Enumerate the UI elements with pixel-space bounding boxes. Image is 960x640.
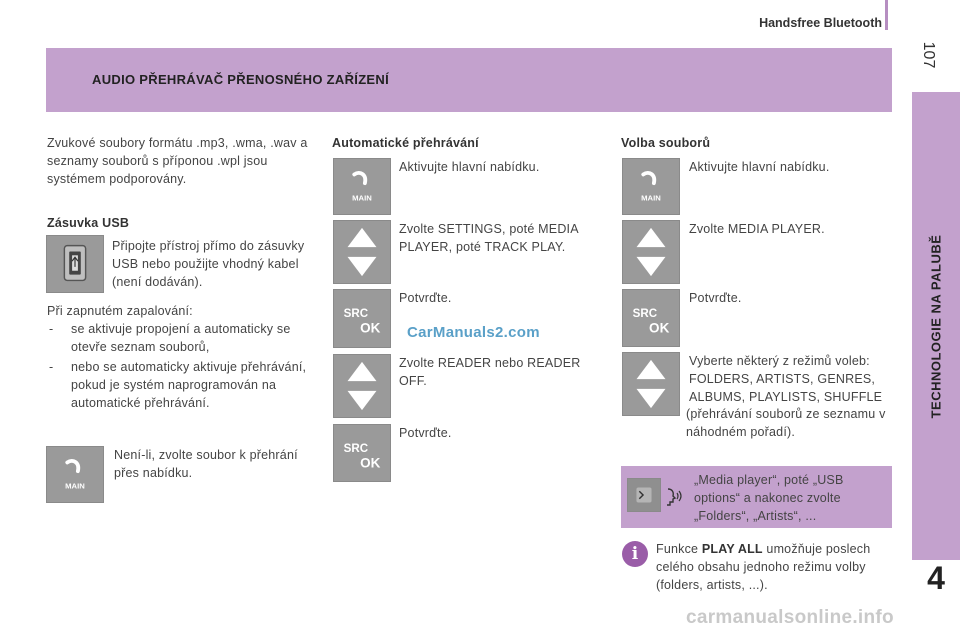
bullet-item: - nebo se automaticky aktivuje přehrávání, pokud je systém naprogramován na automatické přehrávání. (47, 358, 317, 412)
select-step-3: Potvrďte. (689, 291, 742, 305)
auto-step-2: Zvolte SETTINGS, poté MEDIA PLAYER, poté TRACK PLAY. (399, 222, 579, 254)
section-title: Handsfree Bluetooth (759, 16, 882, 30)
banner-title: AUDIO PŘEHRÁVAČ PŘENOSNÉHO ZAŘÍZENÍ (92, 72, 390, 87)
play-all-info (656, 540, 892, 594)
src-ok-button-icon (333, 289, 391, 348)
shuffle-explanation: (přehrávání souborů ze seznamu v náhodném pořadí). (686, 407, 886, 439)
src-ok-button-icon (622, 289, 680, 347)
play-all-label: PLAY ALL (701, 542, 763, 556)
header-divider (885, 0, 888, 30)
intro-paragraph: Zvukové soubory formátu .mp3, .wma, .wav a seznamy souborů s příponou .wpl jsou systémem podporovány. (47, 136, 308, 186)
auto-step-3: Potvrďte. (399, 291, 452, 305)
ok-label: OK (360, 320, 381, 336)
watermark-carmanuals: CarManuals2.com (407, 324, 540, 341)
auto-step-5: Potvrďte. (399, 426, 452, 440)
src-label: SRC (343, 443, 369, 456)
src-ok-button-icon (333, 424, 391, 482)
up-down-arrows-icon (622, 352, 680, 416)
auto-step-4: Zvolte READER nebo READER OFF. (399, 356, 581, 388)
select-step-2: Zvolte MEDIA PLAYER. (689, 222, 825, 236)
ignition-text: Při zapnutém zapalování: (47, 304, 193, 318)
main-button-icon (46, 446, 104, 503)
select-modes-list: FOLDERS, ARTISTS, GENRES, ALBUMS, PLAYLISTS, SHUFFLE (689, 372, 883, 404)
src-label: SRC (343, 308, 369, 321)
main-button-icon (622, 158, 680, 215)
main-label: MAIN (641, 193, 661, 203)
up-down-arrows-icon (333, 220, 391, 284)
ok-label: OK (360, 455, 381, 471)
speaking-head-icon (664, 485, 684, 509)
usb-description: Připojte přístroj přímo do zásuvky USB nebo použijte vhodný kabel (není dodáván). (112, 239, 305, 289)
watermark-carmanualsonline: carmanualsonline.info (686, 607, 894, 628)
auto-play-heading: Automatické přehrávání (332, 136, 479, 150)
info-rest: umožňuje poslech celého obsahu jednoho režimu volby (folders, artists, ...). (656, 542, 871, 592)
src-label: SRC (632, 308, 658, 321)
main-label: MAIN (352, 193, 372, 203)
main-label: MAIN (65, 481, 85, 491)
usb-socket-icon (46, 235, 104, 293)
usb-heading: Zásuvka USB (47, 216, 130, 230)
choose-file-text: Není-li, zvolte soubor k přehrání přes nabídku. (114, 448, 298, 480)
voice-command-text: „Media player“, poté „USB options“ a nakonec zvolte „Folders“, „Artists“, ... (694, 473, 844, 523)
up-down-arrows-icon (333, 354, 391, 418)
ok-label: OK (649, 320, 670, 336)
chapter-label (912, 92, 960, 560)
bullet-item: - se aktivuje propojení a automaticky se otevře seznam souborů, (47, 320, 317, 356)
auto-step-1: Aktivujte hlavní nabídku. (399, 160, 540, 174)
main-button-icon (333, 158, 391, 215)
info-prefix: Funkce (656, 542, 702, 556)
select-step-4: Vyberte některý z režimů voleb: (689, 354, 870, 368)
select-step-1: Aktivujte hlavní nabídku. (689, 160, 830, 174)
ignition-bullets (47, 320, 317, 412)
voice-command-icon (627, 478, 661, 512)
up-down-arrows-icon (622, 220, 680, 284)
chapter-label-text: TECHNOLOGIE NA PALUBĚ (928, 234, 944, 418)
page-number: 107 (920, 41, 937, 69)
info-icon: i (622, 541, 648, 567)
file-selection-heading: Volba souborů (621, 136, 711, 150)
chapter-number: 4 (927, 560, 945, 596)
